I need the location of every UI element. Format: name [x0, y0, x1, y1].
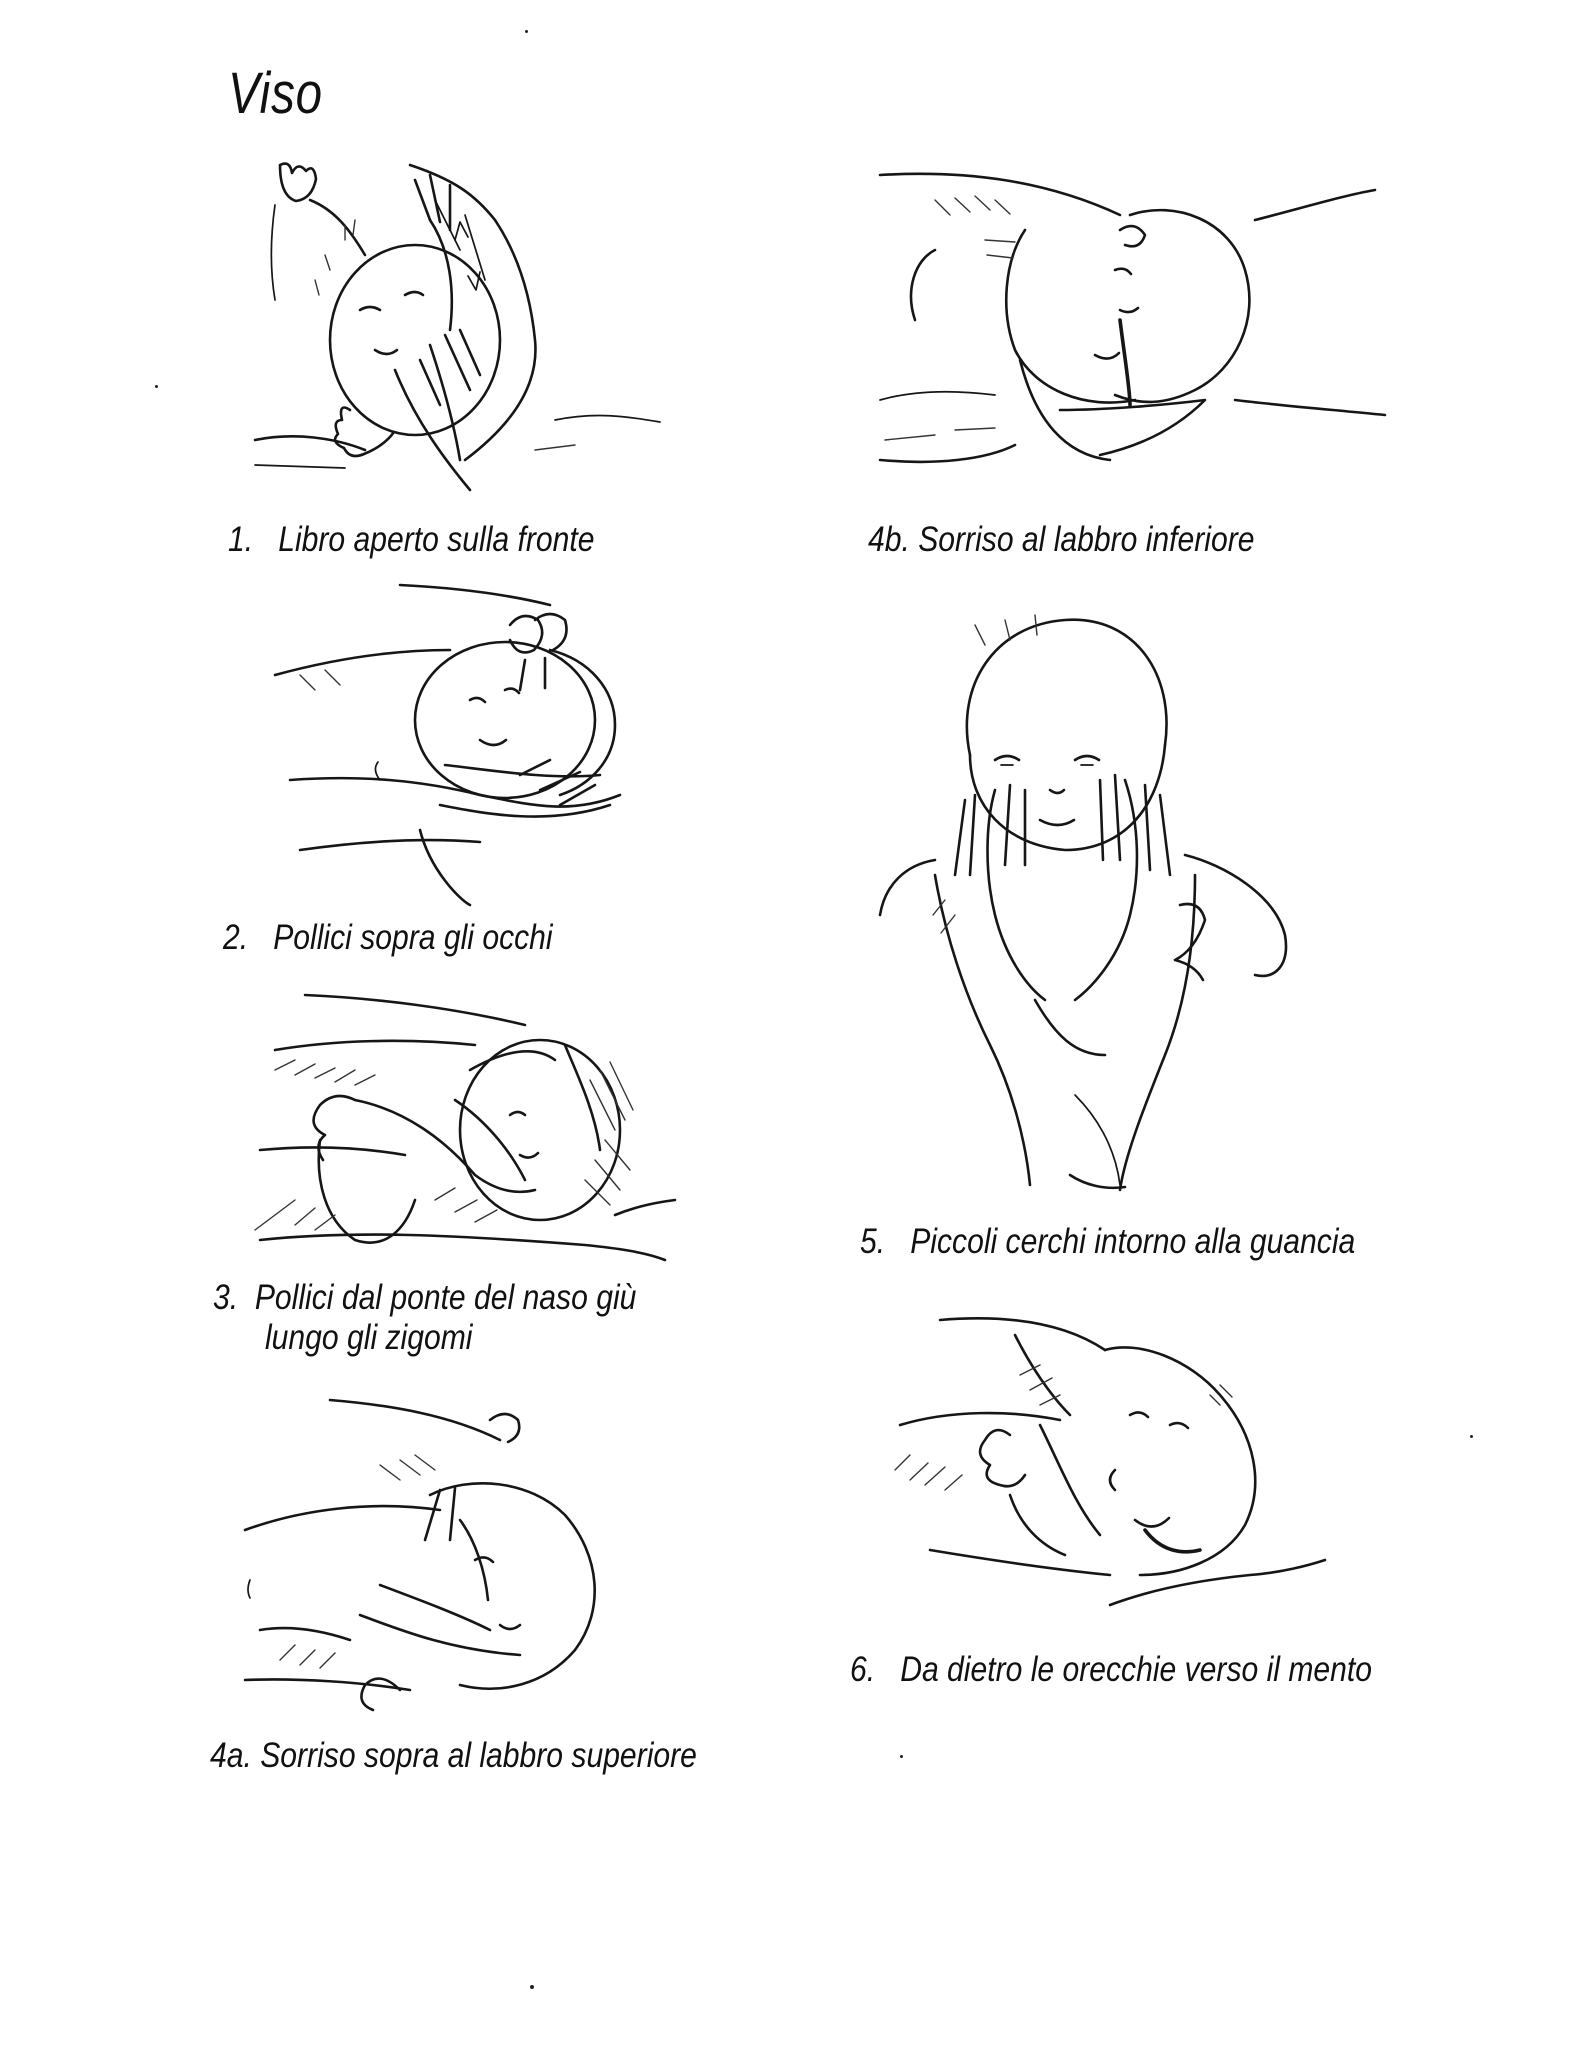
step-label: Da dietro le orecchie verso il mento [900, 1650, 1373, 1689]
step-number: 5. [860, 1222, 886, 1261]
step-number: 4a. [210, 1736, 252, 1775]
scan-speck [525, 30, 528, 33]
step-3-caption-line2: lungo gli zigomi [265, 1318, 473, 1357]
step-label: Sorriso al labbro inferiore [918, 520, 1255, 559]
step-number: 4b. [868, 520, 910, 559]
scan-speck [900, 1755, 903, 1758]
scan-speck [155, 385, 158, 388]
step-label: Libro aperto sulla fronte [278, 520, 595, 559]
page-title: Viso [228, 61, 323, 126]
step-label: Pollici sopra gli occhi [273, 918, 553, 957]
step-label: Pollici dal ponte del naso giù [254, 1278, 637, 1317]
ears-to-chin-illustration [890, 1305, 1330, 1615]
cheek-circles-illustration [875, 615, 1295, 1195]
step-1-caption [228, 520, 594, 560]
step-4b-caption [868, 520, 1254, 560]
upper-lip-smile-illustration [240, 1400, 660, 1710]
step-number: 3. [213, 1278, 239, 1317]
step-number: 6. [850, 1650, 876, 1689]
step-2-caption [223, 918, 553, 958]
lower-lip-smile-illustration [875, 160, 1405, 500]
thumbs-over-eyes-illustration [270, 580, 700, 910]
step-6-caption [850, 1650, 1372, 1690]
step-4a-caption [210, 1736, 697, 1776]
scan-speck [1470, 1435, 1473, 1438]
step-number: 1. [228, 520, 254, 559]
step-3-caption [213, 1278, 636, 1318]
step-label: Piccoli cerchi intorno alla guancia [910, 1222, 1356, 1261]
step-5-caption [860, 1222, 1355, 1262]
forehead-stroke-illustration [255, 160, 675, 500]
nose-bridge-cheekbones-illustration [255, 990, 685, 1270]
step-number: 2. [223, 918, 249, 957]
scan-speck [530, 1985, 534, 1989]
step-label: Sorriso sopra al labbro superiore [260, 1736, 697, 1775]
